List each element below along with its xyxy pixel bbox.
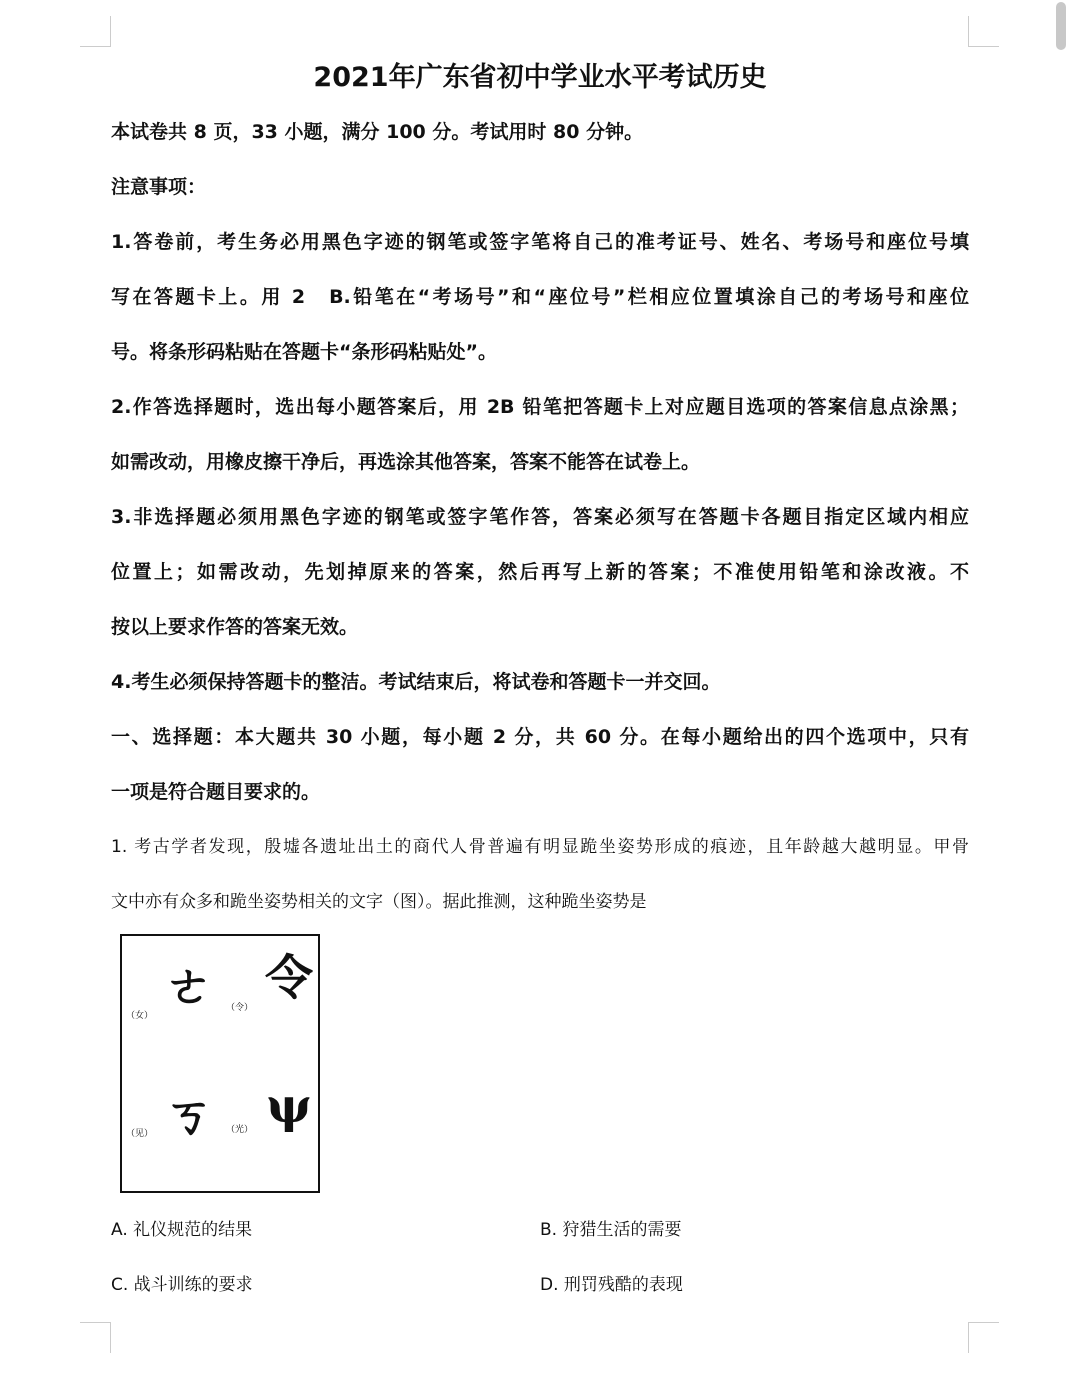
oracle-glyph-nv: ㄜ <box>164 958 213 1014</box>
figure-caption: （见） <box>126 1129 154 1139</box>
scrollbar[interactable] <box>1056 0 1068 1379</box>
corner-mark <box>80 1322 111 1353</box>
figure-caption: （令） <box>226 1003 254 1013</box>
notice-line: 如需改动，用橡皮擦干净后，再选涂其他答案，答案不能答在试卷上。 <box>111 451 701 473</box>
option-d: D. 刑罚残酷的表现 <box>540 1275 683 1295</box>
notice-line: 号。将条形码粘贴在答题卡“条形码粘贴处”。 <box>111 341 497 363</box>
option-b: B. 狩猎生活的需要 <box>540 1220 682 1240</box>
question-text: 文中亦有众多和跪坐姿势相关的文字（图）。据此推测，这种跪坐姿势是 <box>111 892 647 912</box>
oracle-bone-figure <box>120 934 320 1193</box>
notice-line: 位置上；如需改动，先划掉原来的答案，然后再写上新的答案；不准使用铅笔和涂改液。不 <box>111 561 969 583</box>
page-title: 2021年广东省初中学业水平考试历史 <box>313 62 767 93</box>
section-heading: 一项是符合题目要求的。 <box>111 781 321 803</box>
corner-mark <box>968 1322 999 1353</box>
notice-line: 写在答题卡上。用 2 B.铅笔在“考场号”和“座位号”栏相应位置填涂自己的考场号和座位 <box>111 286 969 308</box>
section-heading: 一、选择题：本大题共 30 小题，每小题 2 分，共 60 分。在每小题给出的四个选项中，只有 <box>111 726 969 748</box>
question-text: 1. 考古学者发现，殷墟各遗址出土的商代人骨普遍有明显跪坐姿势形成的痕迹，且年龄越大越明显。甲骨 <box>111 837 969 857</box>
figure-caption: （光） <box>226 1125 254 1135</box>
notice-line: 1.答卷前，考生务必用黑色字迹的钢笔或签字笔将自己的准考证号、姓名、考场号和座位号填 <box>111 231 969 253</box>
notice-line: 3.非选择题必须用黑色字迹的钢笔或签字笔作答，答案必须写在答题卡各题目指定区域内相应 <box>111 506 969 528</box>
corner-mark <box>968 16 999 47</box>
oracle-glyph-guang: ψ <box>266 1078 312 1134</box>
scrollbar-thumb[interactable] <box>1056 2 1066 50</box>
exam-info: 本试卷共 8 页，33 小题，满分 100 分。考试用时 80 分钟。 <box>111 121 644 143</box>
oracle-glyph-ling: 令 <box>264 950 313 1006</box>
notice-line: 按以上要求作答的答案无效。 <box>111 616 359 638</box>
corner-mark <box>80 16 111 47</box>
oracle-glyph-jian: ㄎ <box>164 1088 213 1144</box>
figure-caption: （女） <box>126 1011 154 1021</box>
notice-heading: 注意事项： <box>111 176 207 198</box>
notice-line: 2.作答选择题时，选出每小题答案后，用 2B 铅笔把答题卡上对应题目选项的答案信息点涂黑； <box>111 396 969 418</box>
notice-line: 4.考生必须保持答题卡的整洁。考试结束后，将试卷和答题卡一并交回。 <box>111 671 721 693</box>
option-a: A. 礼仪规范的结果 <box>111 1220 253 1240</box>
option-c: C. 战斗训练的要求 <box>111 1275 253 1295</box>
